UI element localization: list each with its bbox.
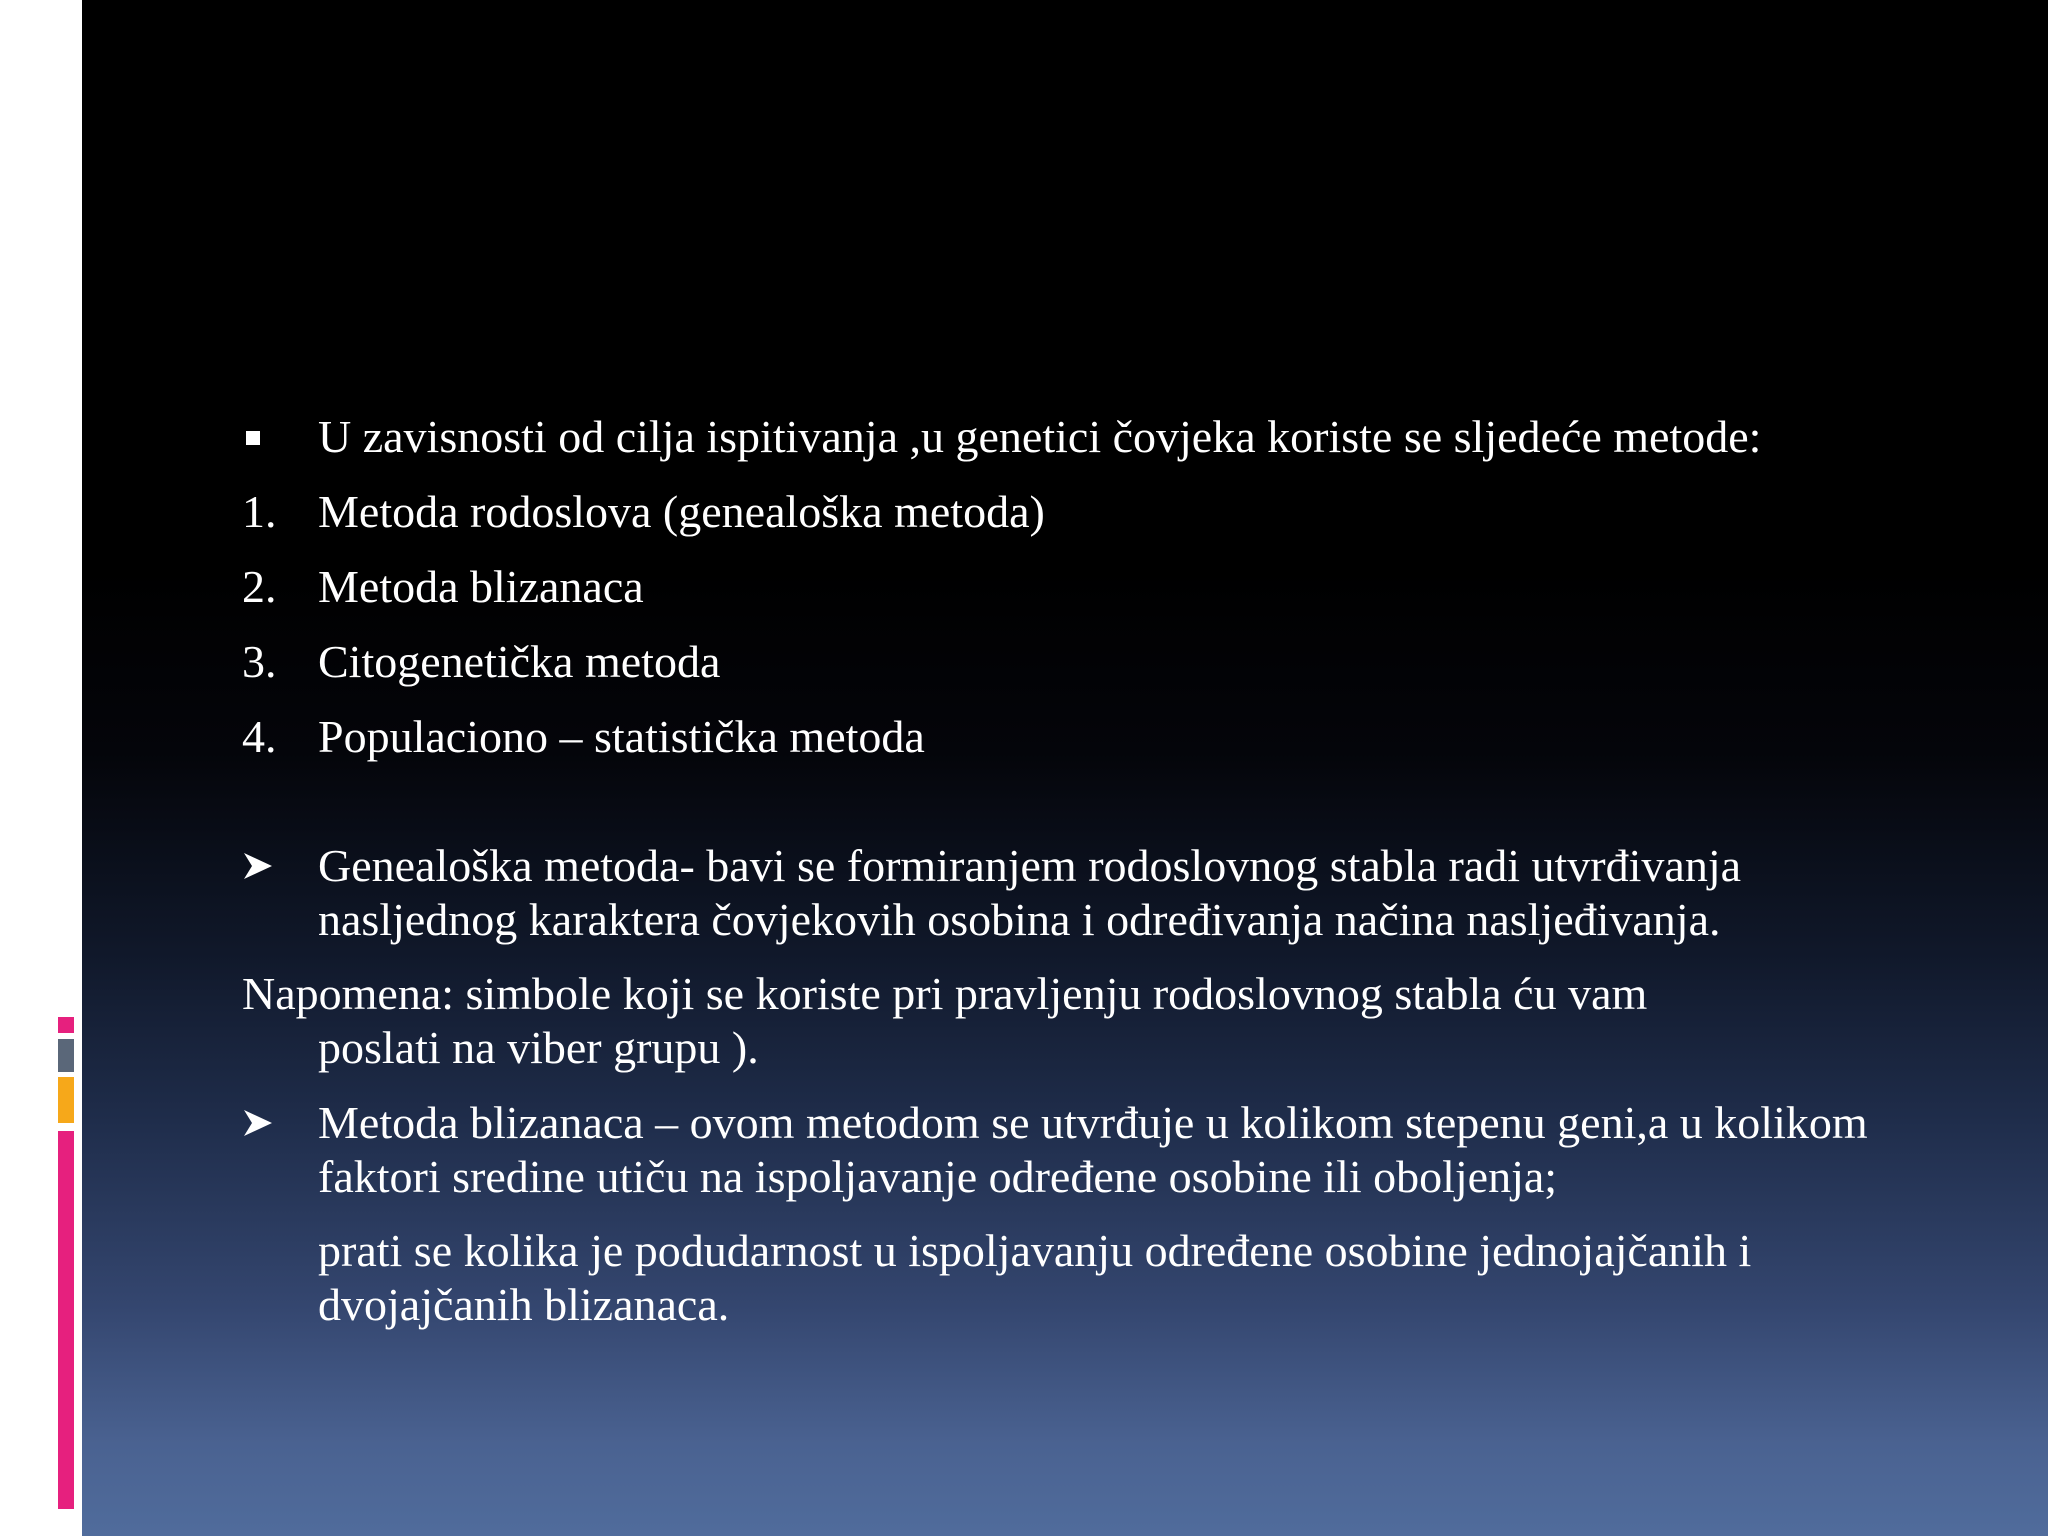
napomena-line-1: Napomena: simbole koji se koriste pri pravljenju rodoslovnog stabla ću vam	[242, 968, 1648, 1019]
method-number: 2.	[242, 561, 277, 612]
napomena-line-2: poslati na viber grupu ).	[318, 1022, 759, 1073]
intro-text: U zavisnosti od cilja ispitivanja ,u genetici čovjeka koriste se sljedeće metode:	[318, 411, 1762, 462]
blizanci-text: Metoda blizanaca – ovom metodom se utvrđuje u kolikom stepenu geni,a u kolikom faktori sredine utiču na ispoljavanje određene osobine ili oboljenja;	[318, 1097, 1868, 1202]
method-text: Metoda blizanaca	[318, 561, 644, 612]
method-item-4	[242, 710, 1942, 764]
method-number: 3.	[242, 636, 277, 687]
arrow-bullet-icon	[242, 850, 274, 882]
blizanci-note-item	[242, 1224, 1942, 1332]
napomena-item	[242, 967, 1942, 1075]
arrow-bullet-icon	[242, 1107, 274, 1139]
method-text: Metoda rodoslova (genealoška metoda)	[318, 486, 1045, 537]
blizanci-note-text: prati se kolika je podudarnost u ispoljavanju određene osobine jednojajčanih i dvojajčanih blizanaca.	[318, 1225, 1752, 1330]
accent-bar-orange	[58, 1077, 74, 1123]
method-text: Populaciono – statistička metoda	[318, 711, 925, 762]
accent-bar-gray	[58, 1039, 74, 1072]
method-number: 1.	[242, 486, 277, 537]
accent-bar-pink	[58, 1131, 74, 1509]
slide-content	[242, 410, 1942, 1332]
genealoska-text: Genealoška metoda- bavi se formiranjem rodoslovnog stabla radi utvrđivanja nasljednog karaktera čovjekovih osobina i određivanja načina nasljeđivanja.	[318, 840, 1742, 945]
method-item-1	[242, 485, 1942, 539]
vertical-stripes-icon	[49, 150, 80, 234]
method-item-2	[242, 560, 1942, 614]
blizanci-item	[242, 1096, 1942, 1204]
intro-item	[242, 410, 1942, 464]
method-text: Citogenetička metoda	[318, 636, 721, 687]
genealoska-item	[242, 839, 1942, 947]
method-number: 4.	[242, 711, 277, 762]
method-item-3	[242, 635, 1942, 689]
accent-bar-pink-top	[58, 1017, 74, 1033]
